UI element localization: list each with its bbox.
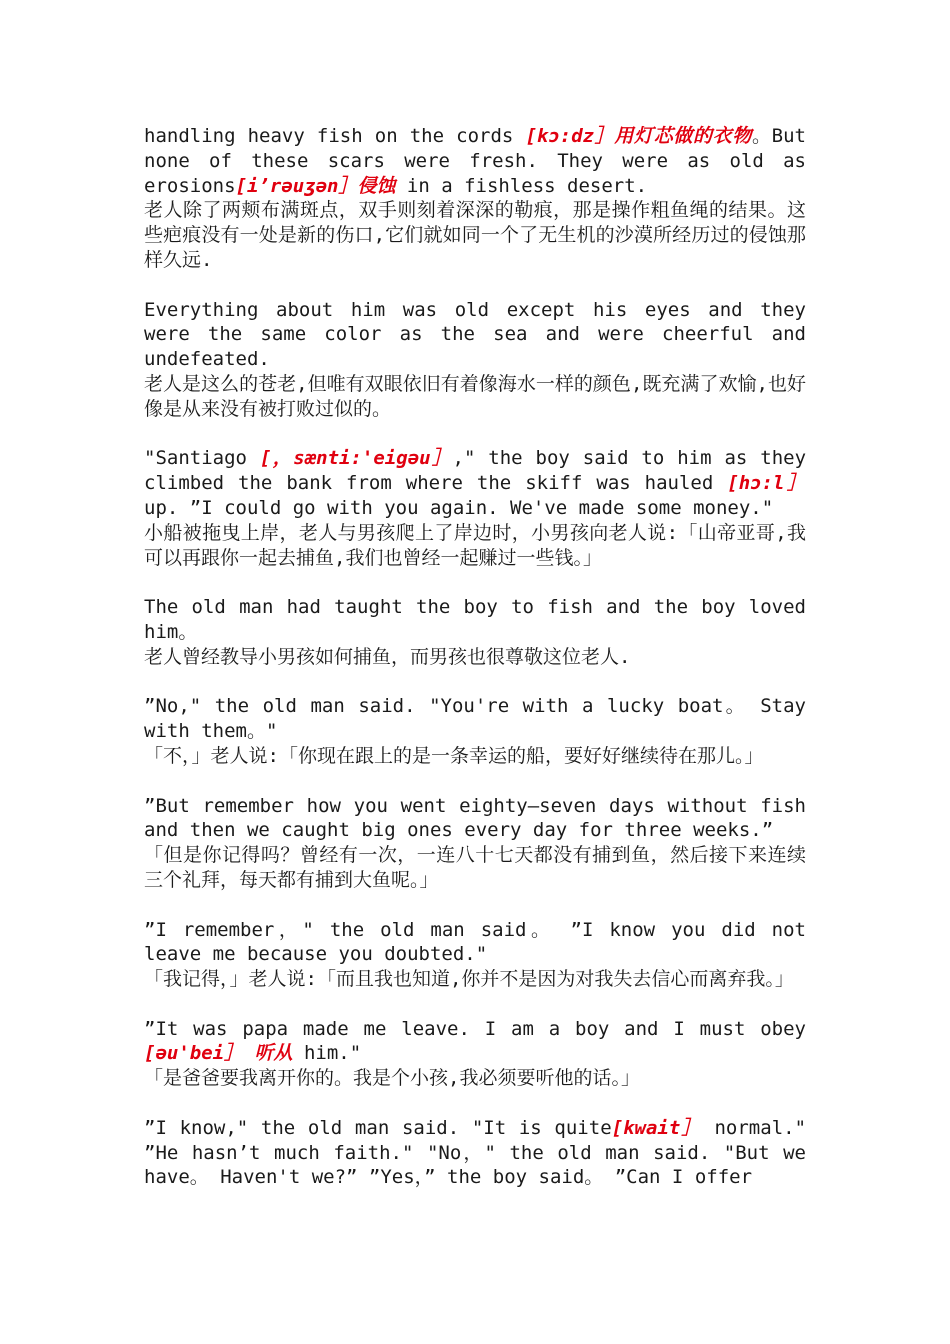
english-segment: ”I remember，" the old man said。 ”I know you did not leave me because you doubted." bbox=[144, 918, 806, 966]
english-segment: him." bbox=[292, 1042, 362, 1065]
paragraph bbox=[144, 918, 806, 992]
paragraph bbox=[144, 595, 806, 669]
pronunciation-annotation: [kwait］ bbox=[611, 1116, 702, 1139]
english-segment: in a fishless desert. bbox=[395, 174, 648, 197]
english-text bbox=[144, 794, 806, 844]
paragraph bbox=[144, 694, 806, 768]
chinese-translation: 「不，」老人说:「你现在跟上的是一条幸运的船，要好好继续待在那儿。」 bbox=[144, 744, 764, 767]
pronunciation-annotation: [，sænti:'eigəu］ bbox=[259, 447, 453, 470]
english-text bbox=[144, 446, 806, 520]
pronunciation-annotation: [hɔ:l］ bbox=[727, 472, 806, 495]
english-segment: "Santiago bbox=[144, 447, 260, 470]
paragraph bbox=[144, 1116, 806, 1190]
english-text bbox=[144, 124, 806, 198]
english-segment: The old man had taught the boy to fish and the boy loved him。 bbox=[144, 596, 806, 643]
chinese-translation: 「我记得，」老人说:「而且我也知道,你并不是因为对我失去信心而离弃我。」 bbox=[144, 968, 794, 991]
pronunciation-annotation: [i’rəuʒən］侵蚀 bbox=[235, 174, 396, 197]
chinese-translation: 老人除了两颊布满斑点，双手则刻着深深的勒痕，那是操作粗鱼绳的结果。这些疤痕没有一处是新的伤口,它们就如同一个了无生机的沙漠所经历过的侵蚀那样久远. bbox=[144, 199, 806, 271]
paragraph bbox=[144, 794, 806, 893]
english-segment: up. ”I could go with you again. We've made some money." bbox=[144, 496, 774, 519]
paragraph bbox=[144, 1017, 806, 1091]
english-segment: 。But none of these scars were fresh. They were as old as erosions bbox=[144, 125, 806, 197]
chinese-translation: 老人曾经教导小男孩如何捕鱼，而男孩也很尊敬这位老人. bbox=[144, 645, 631, 668]
chinese-translation: 老人是这么的苍老,但唯有双眼依旧有着像海水一样的颜色,既充满了欢愉,也好像是从来没有被打败过似的。 bbox=[144, 372, 806, 420]
english-text bbox=[144, 694, 806, 744]
document-page bbox=[144, 124, 806, 1215]
chinese-translation: 小船被拖曳上岸，老人与男孩爬上了岸边时，小男孩向老人说:「山帝亚哥,我可以再跟你一起去捕鱼,我们也曾经一起赚过一些钱。」 bbox=[144, 521, 806, 569]
english-text bbox=[144, 595, 806, 645]
english-segment: Everything about him was old except his eyes and they were the same color as the sea and were cheerful and undefeated. bbox=[144, 298, 806, 371]
english-segment: normal." ”He hasn’t much faith." "No，" the old man said. "But we have。 Haven't we?” ”Yes，” the boy said。 ”Can I offer bbox=[144, 1116, 807, 1189]
english-segment: ”But remember how you went eighty—seven days without fish and then we caught big ones every day for three weeks.” bbox=[144, 794, 806, 842]
english-segment: ”No," the old man said. "You're with a lucky boat。 Stay with them。" bbox=[144, 695, 806, 743]
paragraph bbox=[144, 124, 806, 273]
chinese-translation: 「但是你记得吗？曾经有一次，一连八十七天都没有捕到鱼，然后接下来连续三个礼拜，每天都有捕到大鱼呢。」 bbox=[144, 844, 806, 891]
english-segment: ”I know," the old man said. "It is quite bbox=[144, 1116, 612, 1139]
paragraph bbox=[144, 446, 806, 570]
english-text bbox=[144, 1116, 806, 1190]
pronunciation-annotation: [kɔ:dz］用灯芯做的衣物 bbox=[525, 125, 752, 147]
english-segment: ”It was papa made me leave. I am a boy and I must obey bbox=[144, 1017, 806, 1040]
english-text bbox=[144, 298, 806, 372]
chinese-translation: 「是爸爸要我离开你的。我是个小孩,我必须要听他的话。」 bbox=[144, 1067, 640, 1090]
english-text bbox=[144, 918, 806, 968]
english-segment: ," the boy said to him as they climbed the bank from where the skiff was hauled bbox=[144, 447, 807, 495]
english-text bbox=[144, 1017, 806, 1067]
english-segment: handling heavy fish on the cords bbox=[144, 125, 526, 147]
pronunciation-annotation: [əu'bei］ 听从 bbox=[144, 1042, 293, 1065]
paragraph bbox=[144, 298, 806, 422]
